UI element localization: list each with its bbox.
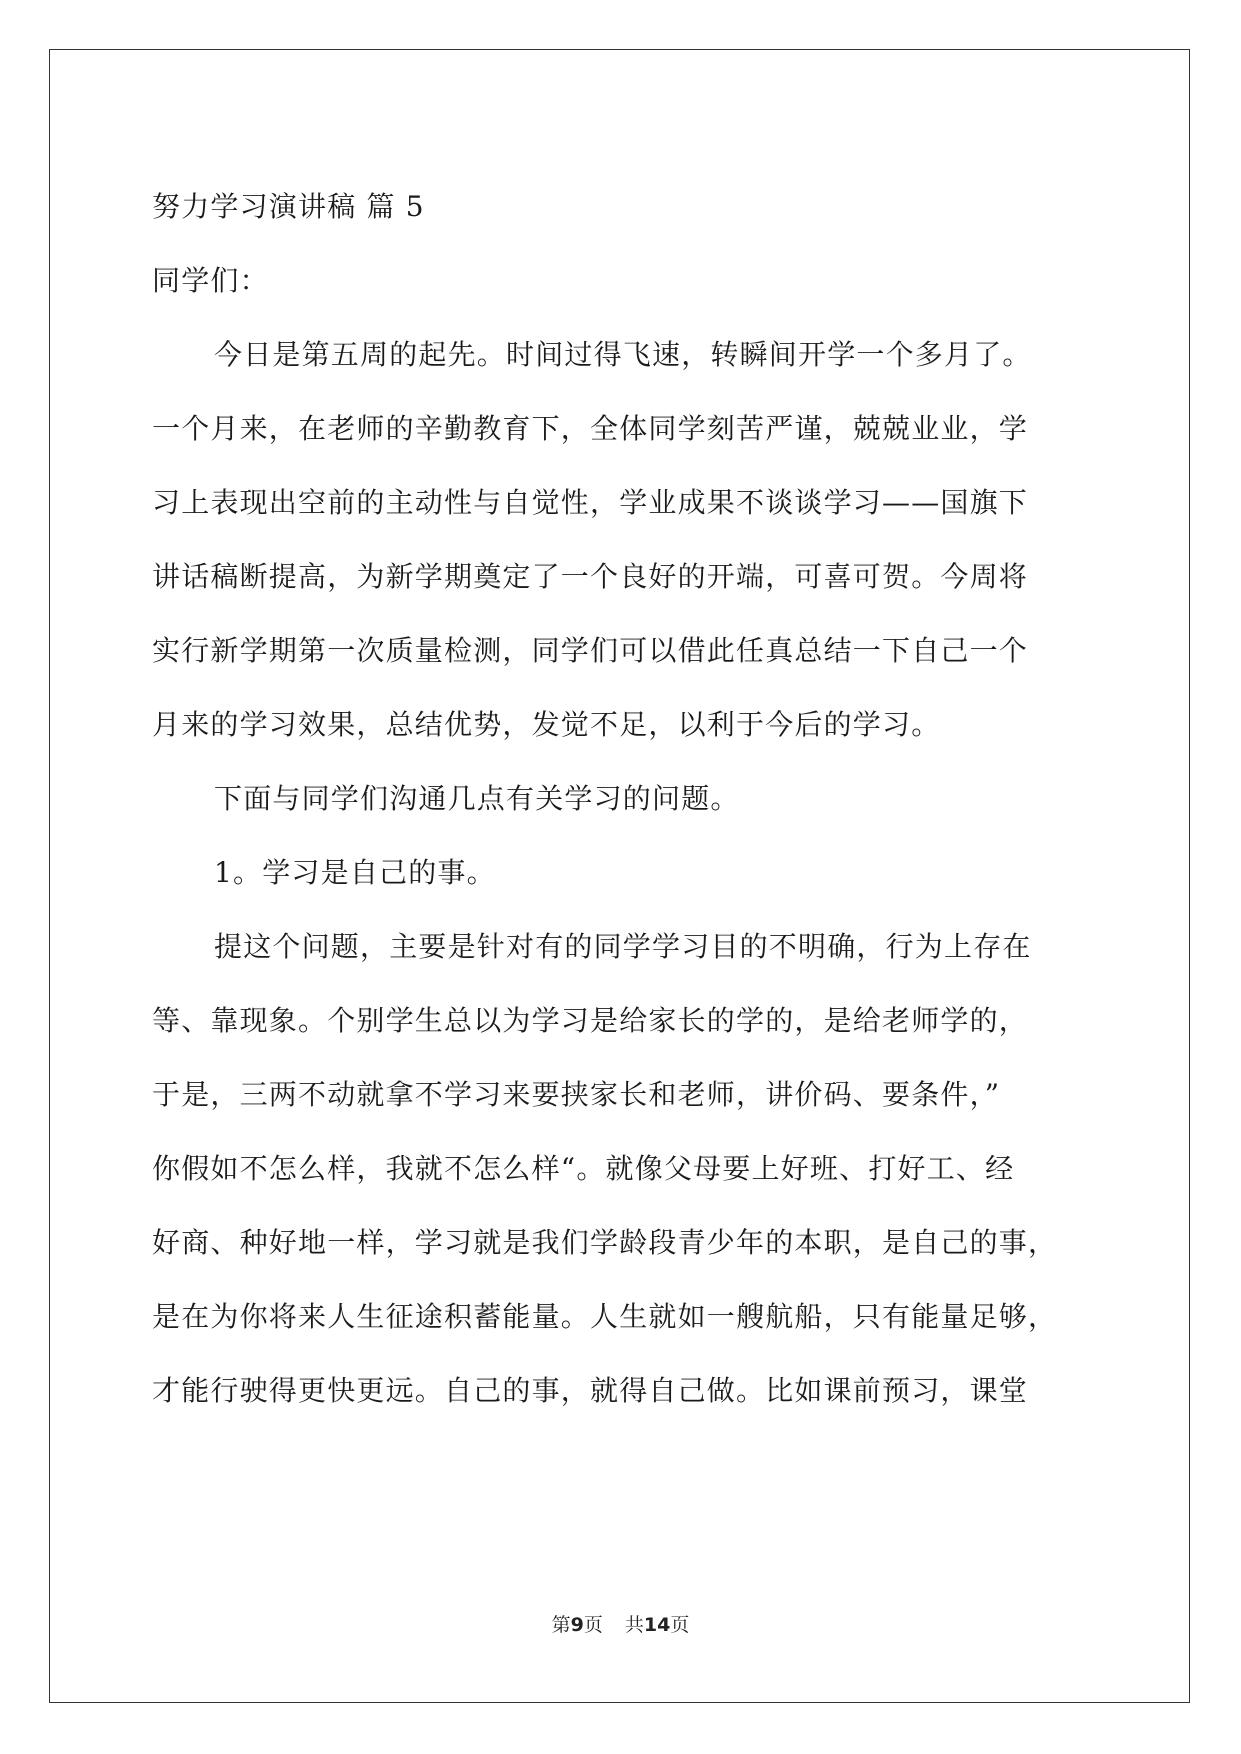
paragraph-line: 于是，三两不动就拿不学习来要挟家长和老师，讲价码、要条件，” [152, 1078, 1001, 1111]
paragraph-line: 讲话稿断提高，为新学期奠定了一个良好的开端，可喜可贺。今周将 [152, 560, 1029, 593]
paragraph-line: 提这个问题，主要是针对有的同学学习目的不明确，行为上存在 [214, 930, 1032, 963]
paragraph-line: 一个月来，在老师的辛勤教育下，全体同学刻苦严谨，兢兢业业，学 [152, 412, 1029, 445]
page-suffix: 页 [583, 1614, 603, 1636]
paragraph-line: 是在为你将来人生征途积蓄能量。人生就如一艘航船，只有能量足够， [152, 1300, 1058, 1333]
paragraph-line: 好商、种好地一样，学习就是我们学龄段青少年的本职，是自己的事， [152, 1226, 1058, 1259]
paragraph-line: 等、靠现象。个别学生总以为学习是给家长的学的，是给老师学的， [152, 1004, 1029, 1037]
document-body [152, 170, 1087, 1428]
paragraph-line: 实行新学期第一次质量检测，同学们可以借此任真总结一下自己一个 [152, 634, 1029, 667]
page-prefix: 第 [551, 1614, 571, 1636]
paragraph-line: 月来的学习效果，总结优势，发觉不足，以利于今后的学习。 [152, 708, 941, 741]
salutation: 同学们： [152, 264, 269, 297]
total-suffix: 页 [670, 1614, 690, 1636]
paragraph-line: 今日是第五周的起先。时间过得飞速，转瞬间开学一个多月了。 [214, 338, 1032, 371]
paragraph-line: 才能行驶得更快更远。自己的事，就得自己做。比如课前预习，课堂 [152, 1374, 1029, 1407]
paragraph-line: 你假如不怎么样，我就不怎么样“。就像父母要上好班、打好工、经 [152, 1152, 1015, 1185]
total-prefix: 共 [624, 1614, 644, 1636]
paragraph-line: 习上表现出空前的主动性与自觉性，学业成果不谈谈学习——国旗下 [152, 486, 1029, 519]
document-title: 努力学习演讲稿 篇 5 [152, 190, 425, 223]
page-number: 9 [570, 1614, 584, 1636]
page-footer [0, 1610, 1241, 1637]
total-pages: 14 [643, 1614, 671, 1636]
section-heading: 1。学习是自己的事。 [214, 856, 496, 889]
paragraph-line: 下面与同学们沟通几点有关学习的问题。 [214, 782, 740, 815]
